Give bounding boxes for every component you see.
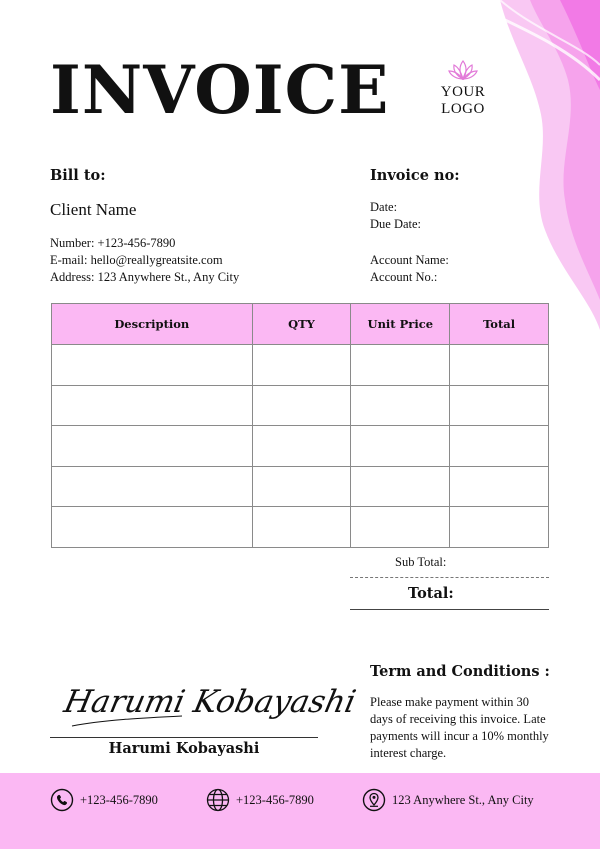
table-cell xyxy=(450,466,549,507)
footer-address-text: 123 Anywhere St., Any City xyxy=(392,792,534,807)
account-no-label: Account No.: xyxy=(370,270,438,284)
svg-text:Harumi Kobayashi: Harumi Kobayashi xyxy=(60,684,359,720)
table-cell xyxy=(450,345,549,386)
footer-phone xyxy=(50,788,158,812)
footer-address xyxy=(362,788,534,812)
footer-web-text: +123-456-7890 xyxy=(236,792,314,807)
total-divider xyxy=(350,609,549,610)
logo xyxy=(418,58,508,118)
table-cell xyxy=(52,345,253,386)
footer-phone-text: +123-456-7890 xyxy=(80,792,158,807)
logo-text: YOUR LOGO xyxy=(440,84,486,117)
table-cell xyxy=(252,507,351,548)
table-cell xyxy=(450,426,549,467)
invoice-title: INVOICE xyxy=(50,51,390,129)
table-cell xyxy=(252,345,351,386)
lotus-icon xyxy=(447,58,479,82)
table-cell xyxy=(252,385,351,426)
header-unit-price: Unit Price xyxy=(351,304,450,345)
client-name: Client Name xyxy=(50,200,137,219)
table-cell xyxy=(351,345,450,386)
table-cell xyxy=(52,466,253,507)
table-row xyxy=(52,385,549,426)
table-cell xyxy=(252,466,351,507)
footer-web xyxy=(206,788,314,812)
signer-name: Harumi Kobayashi xyxy=(108,740,260,757)
corner-decoration xyxy=(440,0,600,330)
header-description: Description xyxy=(52,304,253,345)
client-number: Number: +123-456-7890 xyxy=(50,236,176,250)
subtotal-label: Sub Total: xyxy=(395,555,447,569)
total-label: Total: xyxy=(408,585,454,602)
globe-icon xyxy=(206,788,230,812)
table-cell xyxy=(450,507,549,548)
footer xyxy=(0,773,600,849)
subtotal-divider xyxy=(350,577,549,578)
client-address: Address: 123 Anywhere St., Any City xyxy=(50,270,240,284)
due-date-label: Due Date: xyxy=(370,217,422,231)
date-label: Date: xyxy=(370,200,398,214)
table-row xyxy=(52,426,549,467)
invoice-no-label: Invoice no: xyxy=(370,167,460,184)
location-pin-icon xyxy=(362,788,386,812)
signature-image xyxy=(60,668,359,734)
table-row xyxy=(52,507,549,548)
table-cell xyxy=(351,466,450,507)
table-cell xyxy=(351,507,450,548)
table-cell xyxy=(52,426,253,467)
table-cell xyxy=(52,507,253,548)
client-email: E-mail: hello@reallygreatsite.com xyxy=(50,253,223,267)
terms-title: Term and Conditions : xyxy=(370,663,550,680)
table-cell xyxy=(450,385,549,426)
header-qty: QTY xyxy=(252,304,351,345)
table-row xyxy=(52,466,549,507)
bill-to-label: Bill to: xyxy=(50,167,106,184)
table-cell xyxy=(252,426,351,467)
terms-text: Please make payment within 30 days of receiving this invoice. Late payments will incur a 10% monthly interest charge. xyxy=(370,695,549,760)
table-header-row xyxy=(52,304,549,345)
table-cell xyxy=(52,385,253,426)
table-row xyxy=(52,345,549,386)
signature-line xyxy=(50,737,318,738)
table-cell xyxy=(351,426,450,467)
header-total: Total xyxy=(450,304,549,345)
items-table xyxy=(51,303,549,548)
account-name-label: Account Name: xyxy=(370,253,449,267)
table-cell xyxy=(351,385,450,426)
phone-icon xyxy=(50,788,74,812)
